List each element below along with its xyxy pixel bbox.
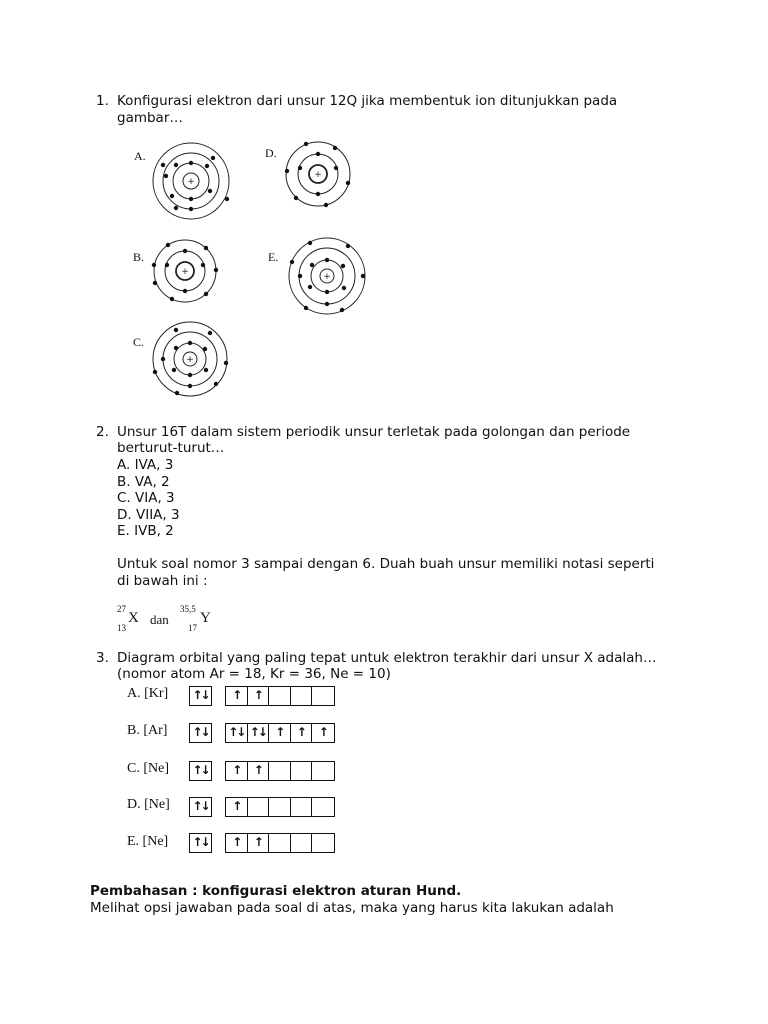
- intro-line2: di bawah ini :: [117, 573, 208, 589]
- s-orbital-box: ↑↓: [189, 761, 212, 781]
- q1-text-line1: Konfigurasi elektron dari unsur 12Q jika membentuk ion ditunjukkan pada: [117, 93, 618, 109]
- orbital-option-label: A. [Kr]: [127, 686, 169, 701]
- nucleus-a-symbol: +: [187, 177, 195, 187]
- q1-text-line2: gambar…: [117, 110, 183, 126]
- s-orbital-box: ↑↓: [189, 797, 212, 817]
- nucleus-b-symbol: +: [181, 267, 189, 277]
- q1-atom-diagrams: [0, 0, 768, 420]
- q2-option-c: C. VIA, 3: [117, 490, 175, 506]
- x-symbol: X: [128, 610, 139, 626]
- s-orbital-box: ↑↓: [189, 723, 212, 743]
- s-orbital-box: ↑↓: [189, 833, 212, 853]
- q2-text-line1: Unsur 16T dalam sistem periodik unsur terletak pada golongan dan periode: [117, 424, 631, 440]
- q3-text-line2: (nomor atom Ar = 18, Kr = 36, Ne = 10): [117, 666, 391, 682]
- intro-line1: Untuk soal nomor 3 sampai dengan 6. Duah buah unsur memiliki notasi seperti: [117, 556, 655, 572]
- q2-number: 2.: [96, 424, 109, 440]
- y-mass-number: 35,5: [180, 604, 196, 614]
- q2-option-d: D. VIIA, 3: [117, 507, 180, 523]
- q1-option-d-label: D.: [265, 146, 277, 160]
- p-orbital-boxes: ↑ ↑: [225, 686, 335, 706]
- x-mass-number: 27: [117, 604, 126, 614]
- x-atomic-number: 13: [117, 623, 126, 633]
- q1-option-c-label: C.: [133, 335, 145, 349]
- p-orbital-boxes: ↑↓ ↑↓ ↑ ↑ ↑: [225, 723, 335, 743]
- nucleus-e-symbol: +: [323, 272, 331, 282]
- conjunction: dan: [150, 612, 169, 627]
- q3-number: 3.: [96, 650, 109, 666]
- q1-option-a-label: A.: [134, 149, 146, 163]
- q2-option-a: A. IVA, 3: [117, 457, 174, 473]
- q1-option-e-label: E.: [268, 250, 279, 264]
- orbital-option-label: C. [Ne]: [127, 761, 169, 776]
- s-orbital-box: ↑↓: [189, 686, 212, 706]
- discussion-line1: Melihat opsi jawaban pada soal di atas, maka yang harus kita lakukan adalah: [90, 900, 614, 916]
- q2-option-b: B. VA, 2: [117, 474, 170, 490]
- p-orbital-boxes: ↑ ↑: [225, 833, 335, 853]
- discussion-heading: Pembahasan : konfigurasi elektron aturan Hund.: [90, 883, 462, 899]
- q2-text-line2: berturut-turut…: [117, 440, 225, 456]
- orbital-option-label: B. [Ar]: [127, 723, 168, 738]
- p-orbital-boxes: ↑: [225, 797, 335, 817]
- orbital-option-label: D. [Ne]: [127, 797, 170, 812]
- y-atomic-number: 17: [188, 623, 197, 633]
- p-orbital-boxes: ↑ ↑: [225, 761, 335, 781]
- y-symbol: Y: [200, 610, 211, 626]
- nucleus-d-symbol: +: [314, 170, 322, 180]
- q1-option-b-label: B.: [133, 250, 145, 264]
- orbital-option-label: E. [Ne]: [127, 834, 169, 849]
- q3-text-line1: Diagram orbital yang paling tepat untuk elektron terakhir dari unsur X adalah…: [117, 650, 657, 666]
- q2-option-e: E. IVB, 2: [117, 523, 174, 539]
- q1-number: 1.: [96, 93, 109, 109]
- nucleus-c-symbol: +: [186, 355, 194, 365]
